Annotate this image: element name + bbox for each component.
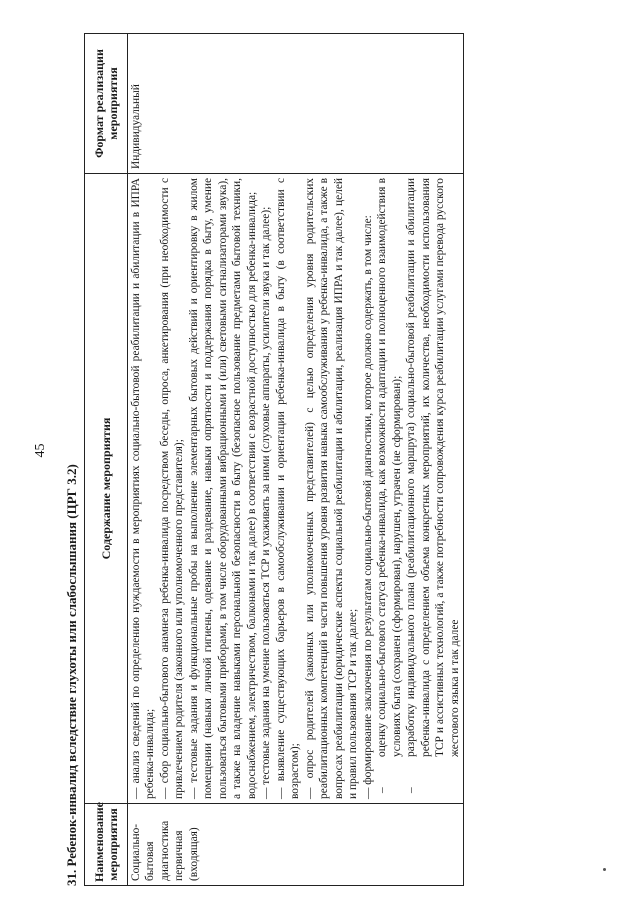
content-paragraph: — сбор социально-бытового анамнеза ребенка-инвалида посредством беседы, опроса, анкетирования (при необходимости с привлечением родителя (законного или уполномоченного представителя); <box>158 178 186 799</box>
list-item <box>375 178 404 799</box>
table-row <box>128 34 464 886</box>
dash-bullet: – <box>376 787 389 793</box>
scan-speck <box>603 868 606 871</box>
measures-table <box>84 33 464 886</box>
conclusion-sublist <box>375 178 462 799</box>
measure-format: Индивидуальный <box>128 34 464 174</box>
header-content: Содержание мероприятия <box>85 174 128 804</box>
content-paragraph: — тестовые задания на умение пользоваться ТСР и ухаживать за ними (слуховые аппараты, усилители звука и так далее); <box>260 206 273 799</box>
content-paragraph: — анализ сведений по определению нуждаемости в мероприятиях социально-бытовой реабилитации и абилитации в ИПРА ребенка-инвалида; <box>130 178 157 799</box>
measure-name: Социально-бытовая диагностика первичная (входящая) <box>128 804 464 886</box>
list-item-text: оценку социально-бытового статуса ребенка-инвалида, как возможности адаптации и полноценного взаимодействия в условиях быта (сохранен (сформирован), нарушен, утрачен (не сформирован); <box>376 178 403 757</box>
content-paragraph: — тестовые задания и функциональные пробы на выполнение элементарных бытовых действий и ориентировку в жилом помещении (навыки личной гигиены, одевание и раздевание, навыки опрятности и поддержания порядка в быту, умение пользоваться бытовыми приборами, в том числе оборудованными вибрационными и (или) световыми сигнализаторами звука), а также на владение навыками персональной безопасности в быту (безопасное пользование предметами бытовой техники, водоснабжением, электричеством, балконами и так далее) в соответствии с возрастной доступностью для ребенка-инвалида; <box>187 178 258 799</box>
list-item <box>404 178 462 799</box>
content-paragraph: — формирование заключения по результатам социально-бытовой диагностики, которое должно содержать, в том числе: <box>361 215 374 799</box>
page-number: 45 <box>33 443 48 458</box>
content-paragraph: — выявление существующих барьеров в самообслуживании и ориентации ребенка-инвалида в быту (в соответствии с возрастом); <box>274 178 302 799</box>
content-paragraph: — опрос родителей (законных или уполномоченных представителей) с целью определения уровня родительских реабилитационных компетенций в части повышения уровня развития навыка самообслуживания у ребенка-инвалида, а также в вопросах реабилитации (юридические аспекты социальной реабилитации и абилитации, реализация ИПРА и так далее), целей и правил пользования ТСР и так далее; <box>303 178 360 799</box>
section-title: 31. Ребенок-инвалид вследствие глухоты или слабослышания (ЦРГ 3.2) <box>64 464 79 886</box>
table-header-row <box>85 34 128 886</box>
list-item-text: разработку индивидуального плана (реабилитационного маршрута) социально-бытовой реабилитации и абилитации ребенка-инвалида с определением объема конкретных мероприятий, их количества, необходимости использования ТСР и ассистивных технологий, а также потребности сопровождения курса реабилитации услугами перевода русского жестового языка и так далее <box>405 178 461 757</box>
header-format: Формат реализации мероприятия <box>85 34 128 174</box>
measure-content <box>128 174 464 804</box>
dash-bullet: – <box>405 787 418 793</box>
header-name: Наименование мероприятия <box>85 804 128 886</box>
